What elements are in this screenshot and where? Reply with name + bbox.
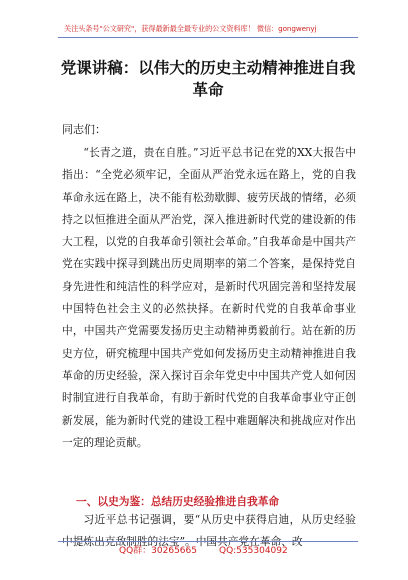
header-banner: 关注头条号"公文研究"，获得最新最全最专业的公文资料库！ 微信：gongwenyj bbox=[64, 24, 317, 33]
body-paragraph-2: 习近平总书记强调，要“从历史中获得启迪，从历史经验中提炼出克敌制胜的法宝”。中国共产党在革命、改 bbox=[62, 513, 356, 549]
footer-divider bbox=[58, 541, 358, 542]
footer-contact bbox=[119, 545, 288, 557]
section-heading: 一、以史为鉴：总结历史经验推进自我革命 bbox=[76, 495, 280, 508]
footer-qq-group: QQ群：30265665 bbox=[119, 546, 197, 556]
footer-qq-number: QQ:535304092 bbox=[218, 546, 288, 556]
header-divider bbox=[58, 37, 358, 38]
body-paragraph-1: “长青之道，贵在自胜。”习近平总书记在党的XX大报告中指出：“全党必须牢记，全面从严治党永远在路上，党的自我革命永远在路上，决不能有松劲歇脚、疲劳厌战的情绪，必须持之以恒推进全面从严治党，深入推进新时代党的建设新的伟大工程，以党的自我革命引领社会革命。”自我革命是中国共产党在实践中探寻到跳出历史周期率的第二个答案，是保持党自身先进性和纯洁性的科学应对，是新时代巩固完善和坚持发展中国特色社会主义的必然抉择。在新时代党的自我革命事业中，中国共产党需要发扬历史主动精神勇毅前行。站在新的历史方位，研究梳理中国共产党如何发扬历史主动精神推进自我革命的历史经验，深入探讨百余年党史中中国共产党人如何因时制宜进行自我革命，有助于新时代党的自我革命事业守正创新发展，能为新时代党的建设工程中难题解决和挑战应对作出一定的理论贡献。 bbox=[62, 146, 356, 449]
greeting: 同志们： bbox=[62, 123, 106, 136]
document-title: 党课讲稿：以伟大的历史主动精神推进自我革命 bbox=[60, 59, 356, 99]
